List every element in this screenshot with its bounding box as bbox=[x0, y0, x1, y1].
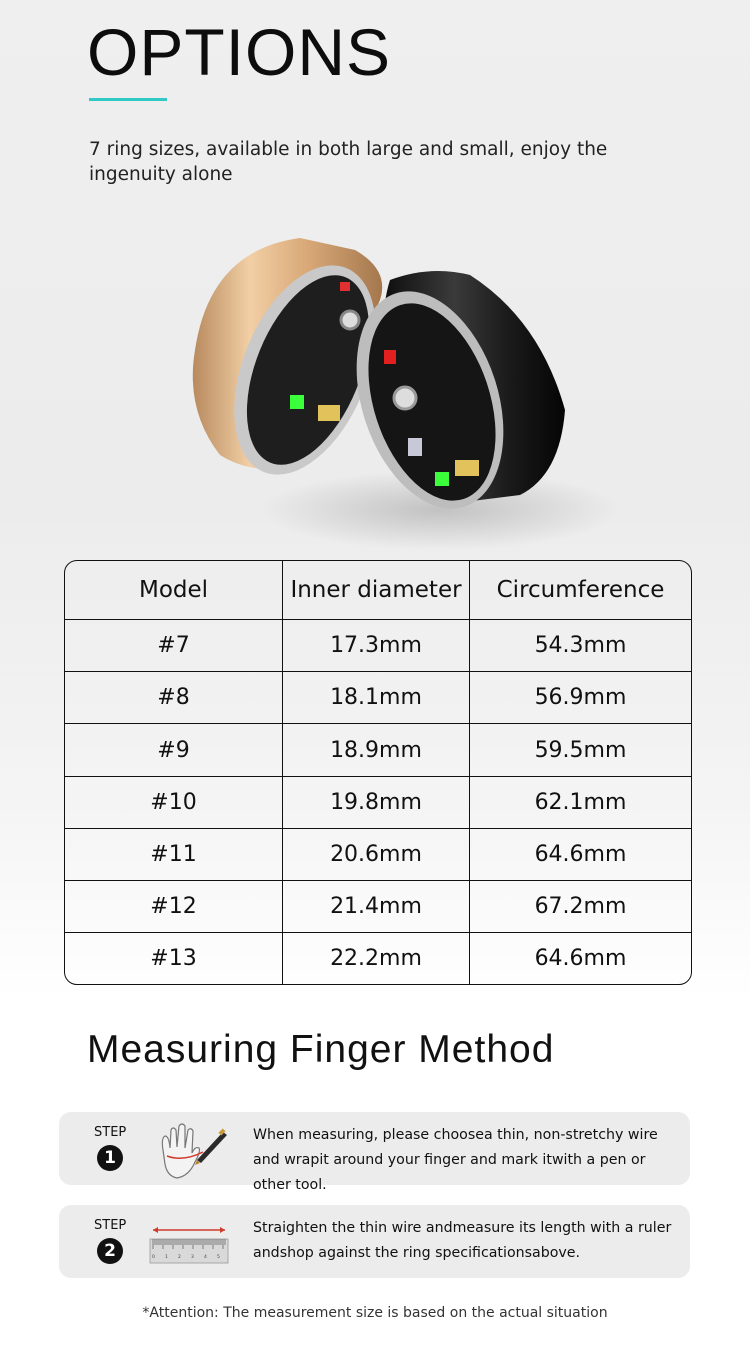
step-description: Straighten the thin wire andmeasure its length with a ruler andshop against the ring specificationsabove. bbox=[253, 1220, 672, 1261]
inner-diameter-cell: 19.8mm bbox=[283, 776, 470, 828]
step-card-1 bbox=[59, 1112, 690, 1193]
ruler-number: 3 bbox=[191, 1255, 194, 1260]
column-header-circumference: Circumference bbox=[470, 561, 692, 620]
table-header-row bbox=[65, 561, 691, 620]
table-row bbox=[65, 620, 691, 672]
page-title: OPTIONS bbox=[87, 15, 392, 89]
step-label: STEP bbox=[94, 1125, 127, 1140]
table-row bbox=[65, 881, 691, 933]
smart-rings-image bbox=[140, 210, 620, 560]
circumference-cell: 64.6mm bbox=[470, 828, 692, 880]
column-header-inner-diameter: Inner diameter bbox=[283, 561, 470, 620]
model-cell: #11 bbox=[65, 828, 283, 880]
ruler-number: 1 bbox=[165, 1255, 168, 1260]
subtitle: 7 ring sizes, available in both large and small, enjoy the ingenuity alone bbox=[89, 139, 608, 185]
ruler-number: 5 bbox=[217, 1255, 220, 1260]
step-number-badge: 2 bbox=[97, 1238, 123, 1264]
ruler-number: 4 bbox=[204, 1255, 207, 1260]
model-cell: #7 bbox=[65, 620, 283, 672]
attention-note: *Attention: The measurement size is based on the actual situation bbox=[142, 1305, 608, 1321]
measuring-heading: Measuring Finger Method bbox=[87, 1028, 555, 1071]
table-row bbox=[65, 828, 691, 880]
circumference-cell: 56.9mm bbox=[470, 672, 692, 724]
step-number-badge: 1 bbox=[97, 1145, 123, 1171]
model-cell: #12 bbox=[65, 881, 283, 933]
ruler-number: 0 bbox=[152, 1255, 155, 1260]
circumference-cell: 62.1mm bbox=[470, 776, 692, 828]
circumference-cell: 67.2mm bbox=[470, 881, 692, 933]
model-cell: #10 bbox=[65, 776, 283, 828]
inner-diameter-cell: 18.9mm bbox=[283, 724, 470, 776]
inner-diameter-cell: 18.1mm bbox=[283, 672, 470, 724]
circumference-cell: 54.3mm bbox=[470, 620, 692, 672]
ruler-icon bbox=[149, 1213, 231, 1273]
step-description: When measuring, please choosea thin, non-stretchy wire and wrapit around your finger and mark itwith a pen or other tool. bbox=[253, 1127, 658, 1193]
inner-diameter-cell: 17.3mm bbox=[283, 620, 470, 672]
column-header-model: Model bbox=[65, 561, 283, 620]
step-label: STEP bbox=[94, 1218, 127, 1233]
circumference-cell: 59.5mm bbox=[470, 724, 692, 776]
ruler-number: 2 bbox=[178, 1255, 181, 1260]
step-card-2 bbox=[59, 1205, 690, 1278]
model-cell: #9 bbox=[65, 724, 283, 776]
circumference-cell: 64.6mm bbox=[470, 933, 692, 984]
inner-diameter-cell: 22.2mm bbox=[283, 933, 470, 984]
model-cell: #13 bbox=[65, 933, 283, 984]
table-row bbox=[65, 776, 691, 828]
inner-diameter-cell: 20.6mm bbox=[283, 828, 470, 880]
title-underline bbox=[89, 98, 167, 101]
ring-size-table bbox=[64, 560, 692, 985]
inner-diameter-cell: 21.4mm bbox=[283, 881, 470, 933]
table-row bbox=[65, 724, 691, 776]
table-row bbox=[65, 933, 691, 984]
model-cell: #8 bbox=[65, 672, 283, 724]
table-row bbox=[65, 672, 691, 724]
hand-with-pen-icon bbox=[149, 1120, 231, 1180]
